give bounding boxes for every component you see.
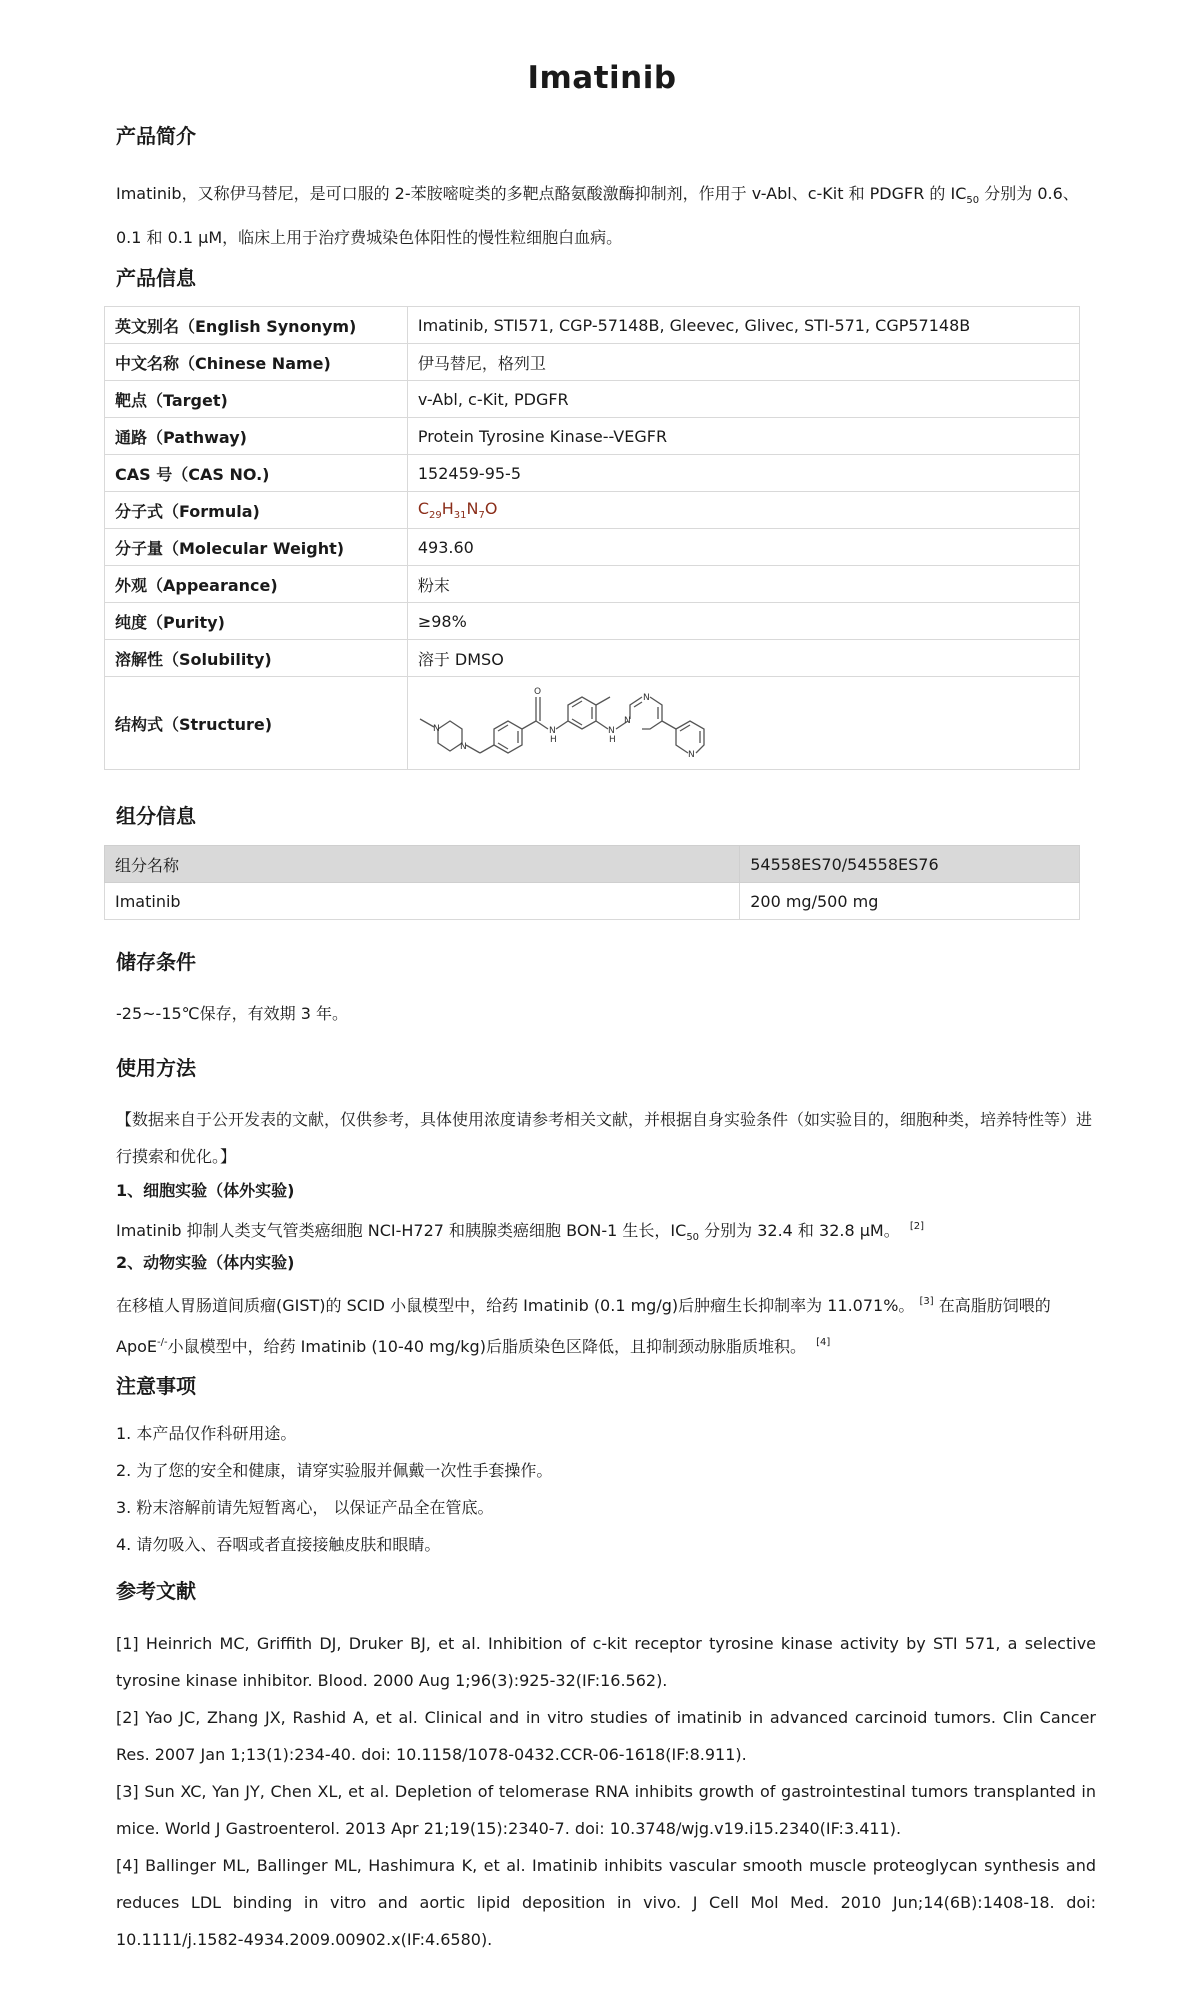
reference-item: [4] Ballinger ML, Ballinger ML, Hashimura K, et al. Imatinib inhibits vascular smooth muscle proteoglycan synthesis and reduces LDL binding in vitro and aortic lipid deposition in vivo. J Cell Mol Med. 2010 Jun;14(6B):1408-18. doi: 10.1111/j.1582-4934.2009.00902.x(IF:4.6580). (116, 1856, 1096, 1949)
table-row (105, 529, 1080, 566)
section-usage-heading: 使用方法 (116, 1056, 196, 1080)
structure-atom-label: N (642, 693, 650, 703)
intro-paragraph: Imatinib，又称伊马替尼，是可口服的 2-苯胺嘧啶类的多靶点酪氨酸激酶抑制剂，作用于 v-Abl、c-Kit 和 PDGFR 的 $IC_{50}$ 分别为 0.6、0.1 和 0.1 μM，临床上用于治疗费城染色体阳性的慢性粒细胞白血病。 (116, 184, 1079, 247)
list-item: 1. 本产品仅作科研用途。 (116, 1424, 297, 1443)
table-row (105, 381, 1080, 418)
table-cell: 组分名称 (105, 846, 740, 883)
page-title: Imatinib (527, 60, 677, 96)
product-info-table (104, 306, 1080, 770)
table-cell: 54558ES70/54558ES76 (740, 846, 1080, 883)
reference-item: [1] Heinrich MC, Griffith DJ, Druker BJ, et al. Inhibition of c-kit receptor tyrosine kinase activity by STI 571, a selective tyrosine kinase inhibitor. Blood. 2000 Aug 1;96(3):925-32(IF:16.562). (116, 1634, 1096, 1690)
list-item: 3. 粉末溶解前请先短暂离心， 以保证产品全在管底。 (116, 1498, 494, 1517)
table-row (105, 455, 1080, 492)
section-storage-heading: 储存条件 (116, 950, 196, 974)
table-cell: 200 mg/500 mg (740, 883, 1080, 920)
table-cell: 分子量（Molecular Weight) (105, 529, 408, 566)
structure-atom-label: N (459, 742, 467, 752)
list-item: 2. 为了您的安全和健康，请穿实验服并佩戴一次性手套操作。 (116, 1461, 553, 1480)
molecular-formula: $C_{29}H_{31}N_7O$ (407, 492, 1079, 529)
table-row (105, 603, 1080, 640)
table-cell (407, 677, 1079, 770)
table-cell: 溶解性（Solubility) (105, 640, 408, 677)
table-cell: Protein Tyrosine Kinase--VEGFR (407, 418, 1079, 455)
cell-experiment-text: Imatinib 抑制人类支气管类癌细胞 NCI-H727 和胰腺类癌细胞 BON-1 生长，$IC_{50}$ 分别为 32.4 和 32.8 μM。 [2] (116, 1221, 925, 1243)
structure-atom-label: N (432, 724, 440, 734)
table-cell: 中文名称（Chinese Name) (105, 344, 408, 381)
table-cell: Imatinib (105, 883, 740, 920)
section-components-heading: 组分信息 (116, 804, 196, 828)
table-cell: ≥98% (407, 603, 1079, 640)
table-row (105, 492, 1080, 529)
components-table (104, 845, 1080, 920)
table-row (105, 307, 1080, 344)
table-row (105, 566, 1080, 603)
usage-intro: 【数据来自于公开发表的文献，仅供参考，具体使用浓度请参考相关文献，并根据自身实验条件（如实验目的，细胞种类，培养特性等）进行摸索和优化。】 (116, 1110, 1093, 1166)
table-row (105, 883, 1080, 920)
notes-list (116, 1415, 552, 1563)
structure-atom-label: O (533, 687, 541, 697)
table-cell: v-Abl, c-Kit, PDGFR (407, 381, 1079, 418)
table-cell: 靶点（Target) (105, 381, 408, 418)
reference-item: [3] Sun XC, Yan JY, Chen XL, et al. Depletion of telomerase RNA inhibits growth of gastrointestinal tumors transplanted in mice. World J Gastroenterol. 2013 Apr 21;19(15):2340-7. doi: 10.3748/wjg.v19.i15.2340(IF:3.411). (116, 1782, 1096, 1838)
table-cell: 纯度（Purity) (105, 603, 408, 640)
table-cell: 分子式（Formula) (105, 492, 408, 529)
structure-atom-label: N (687, 750, 695, 760)
structure-atom-label: N (623, 716, 631, 726)
animal-experiment-text: 在移植人胃肠道间质瘤(GIST)的 SCID 小鼠模型中，给药 Imatinib (0.1 mg/g)后肿瘤生长抑制率为 11.071%。 [3] 在高脂肪饲喂的 ApoE-/-小鼠模型中，给药 Imatinib (10-40 mg/kg)后脂质染色区降低，且抑制颈动脉脂质堆积。 [4] (116, 1296, 1051, 1356)
section-refs-heading: 参考文献 (116, 1579, 196, 1603)
structure-atom-label: N (607, 726, 615, 736)
section-info-heading: 产品信息 (116, 266, 196, 290)
table-cell: 通路（Pathway) (105, 418, 408, 455)
table-cell: 伊马替尼，格列卫 (407, 344, 1079, 381)
animal-experiment-title: 2、动物实验（体内实验) (116, 1253, 295, 1272)
table-row (105, 418, 1080, 455)
table-cell: 英文别名（English Synonym) (105, 307, 408, 344)
section-intro-heading: 产品简介 (116, 124, 196, 148)
table-cell: 493.60 (407, 529, 1079, 566)
table-cell: 结构式（Structure) (105, 677, 408, 770)
table-cell: Imatinib, STI571, CGP-57148B, Gleevec, Glivec, STI-571, CGP57148B (407, 307, 1079, 344)
structure-atom-label: H (549, 735, 557, 745)
table-cell: 152459-95-5 (407, 455, 1079, 492)
references-list (104, 1625, 1100, 1958)
table-row (105, 344, 1080, 381)
structure-atom-label: N (548, 726, 556, 736)
reference-item: [2] Yao JC, Zhang JX, Rashid A, et al. Clinical and in vitro studies of imatinib in advanced carcinoid tumors. Clin Cancer Res. 2007 Jan 1;13(1):234-40. doi: 10.1158/1078-0432.CCR-06-1618(IF:8.911). (116, 1708, 1096, 1764)
table-row (105, 677, 1080, 770)
table-cell: 溶于 DMSO (407, 640, 1079, 677)
list-item: 4. 请勿吸入、吞咽或者直接接触皮肤和眼睛。 (116, 1535, 441, 1554)
table-cell: 粉末 (407, 566, 1079, 603)
chemical-structure-image (416, 679, 796, 767)
cell-experiment-title: 1、细胞实验（体外实验) (116, 1181, 295, 1200)
table-row (105, 640, 1080, 677)
structure-atom-label: H (608, 735, 616, 745)
table-cell: CAS 号（CAS NO.) (105, 455, 408, 492)
table-header-row (105, 846, 1080, 883)
storage-text: -25~-15℃保存，有效期 3 年。 (116, 1004, 348, 1023)
table-cell: 外观（Appearance) (105, 566, 408, 603)
section-notes-heading: 注意事项 (116, 1374, 196, 1398)
